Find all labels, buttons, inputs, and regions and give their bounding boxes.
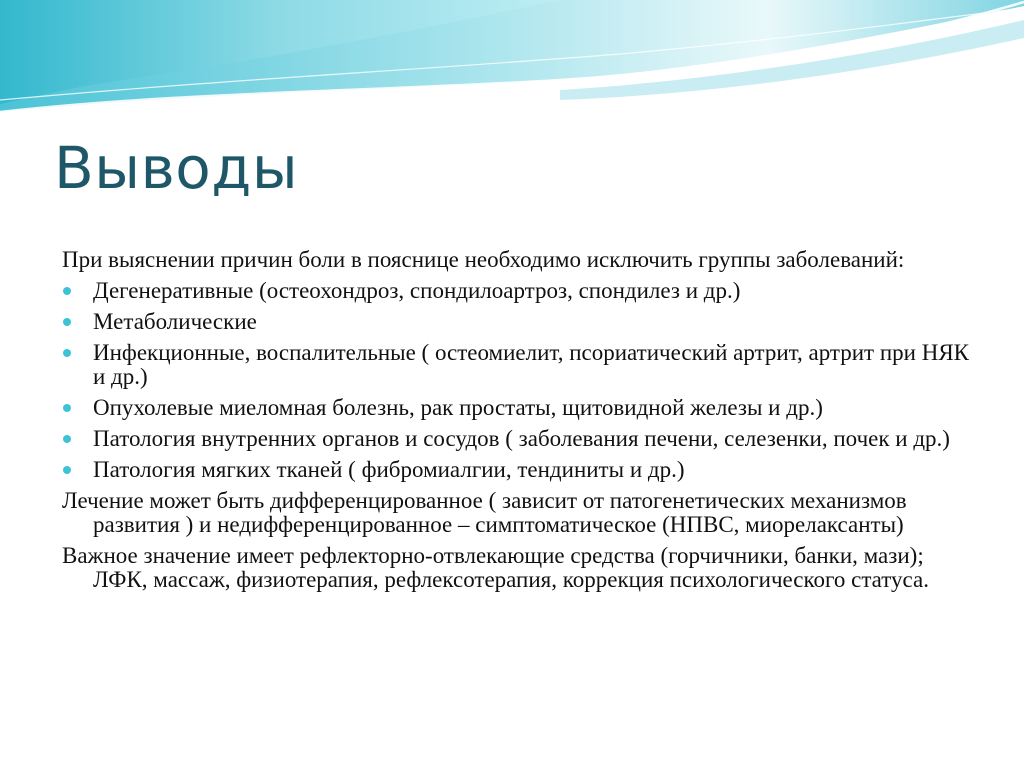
bullet-dot-icon — [63, 349, 71, 357]
list-item-text: Опухолевые миеломная болезнь, рак простаты, щитовидной железы и др.) — [93, 395, 823, 420]
list-item — [62, 279, 982, 303]
treatment-paragraph: Лечение может быть дифференцированное ( зависит от патогенетических механизмов развития ) и недифференцированное – симптоматическое (НПВС, миорелаксанты) — [62, 488, 907, 537]
importance-paragraph: Важное значение имеет рефлекторно-отвлекающие средства (горчичники, банки, мази); ЛФК, массаж, физиотерапия, рефлексотерапия, коррекция психологического статуса. — [62, 543, 929, 592]
bullet-dot-icon — [63, 435, 71, 443]
list-item — [62, 458, 982, 482]
bullet-dot-icon — [63, 318, 71, 326]
slide-title: Выводы — [54, 134, 299, 202]
list-item — [62, 310, 982, 334]
list-item — [62, 396, 982, 420]
list-item-text: Патология мягких тканей ( фибромиалгии, тендиниты и др.) — [93, 457, 685, 482]
list-item — [62, 341, 982, 389]
list-item-text: Метаболические — [93, 309, 257, 334]
list-item — [62, 427, 982, 451]
bullet-dot-icon — [63, 404, 71, 412]
bullet-dot-icon — [63, 466, 71, 474]
list-item-text: Дегенеративные (остеохондроз, спондилоартроз, спондилез и др.) — [93, 278, 741, 303]
decorative-wave-header — [0, 0, 1024, 130]
bullet-dot-icon — [63, 287, 71, 295]
list-item-text: Инфекционные, воспалительные ( остеомиелит, псориатический артрит, артрит при НЯК и др.) — [93, 340, 969, 389]
slide-body — [62, 248, 982, 599]
intro-paragraph: При выяснении причин боли в пояснице необходимо исключить группы заболеваний: — [62, 247, 905, 272]
list-item-text: Патология внутренних органов и сосудов ( заболевания печени, селезенки, почек и др.) — [93, 426, 950, 451]
